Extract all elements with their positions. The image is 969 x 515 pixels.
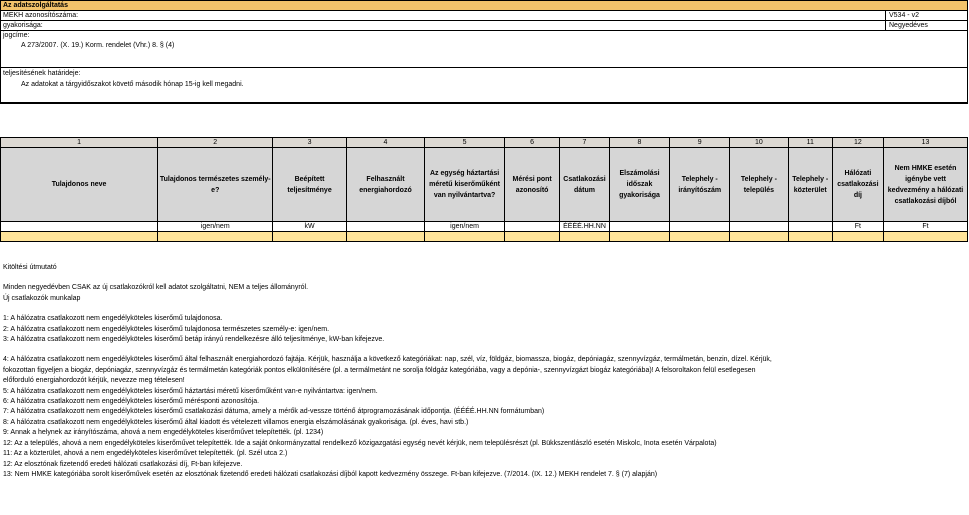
unit-cell: ÉÉÉÉ.HH.NN (560, 222, 609, 232)
col-number: 12 (832, 138, 883, 148)
col-number: 9 (670, 138, 730, 148)
instruction-item: 9: Annak a helynek az irányítószáma, ahová a nem engedélyköteles kiserőművet telepítették. (pl. 1234) (3, 429, 324, 437)
col-number: 4 (346, 138, 425, 148)
unit-cell (609, 222, 670, 232)
instruction-item: 5: A hálózatra csatlakozott nem engedélyköteles kiserőmű háztartási méretű kiserőműként van-e nyilvántartva: igen/nem. (3, 387, 378, 395)
instruction-item: fokozottan figyeljen a biogáz, depóniagáz, szennyvízgáz és termálmetán kategóriák pontos elkülönítésére (pl. a termálmetánt ne sorolja földgáz kategóriába, vagy a depónia-, szennyvízgázt biogáz kategóriába)! A felsoroltakon felül esetlegesen (3, 366, 756, 374)
header-site-zip: Telephely - irányítószám (670, 148, 730, 222)
header-installed-capacity: Beépített teljesítménye (273, 148, 346, 222)
info-title: Az adatszolgáltatás (1, 1, 967, 11)
header-metering-point: Mérési pont azonosító (504, 148, 560, 222)
new-connections-table (0, 137, 968, 242)
col-number: 10 (730, 138, 789, 148)
unit-cell (670, 222, 730, 232)
input-cell[interactable] (670, 232, 730, 242)
instruction-item: 12: Az a település, ahová a nem engedélyköteles kiserőművet telepítették. Ide a saját önkormányzattal rendelkező közigazgatási egység nevét kérjük, nem településrészt (pl. Bükkszentlászló esetén Miskolc, Inota esetén Várpalota) (3, 439, 717, 447)
header-owner-name: Tulajdonos neve (1, 148, 158, 222)
unit-cell (1, 222, 158, 232)
instruction-item: 13: Nem HMKE kategóriába sorolt kiserőművek esetén az elosztónak fizetendő eredeti hálózati csatlakozási díjból kapott kedvezmény összege. Ft-ban kifejezve. (7/2014. (IX. 12.) MEKH rendelet 7. § (7) alapján) (3, 470, 658, 478)
fill-instructions (3, 263, 963, 480)
data-provision-info-box (0, 0, 968, 104)
col-number: 1 (1, 138, 158, 148)
header-natural-person: Tulajdonos természetes személy-e? (158, 148, 273, 222)
unit-row (1, 222, 968, 232)
input-cell[interactable] (346, 232, 425, 242)
col-number: 2 (158, 138, 273, 148)
instructions-title: Kitöltési útmutató (3, 264, 57, 271)
instruction-item: 12: Az elosztónak fizetendő eredeti hálózati csatlakozási díj, Ft-ban kifejezve. (3, 460, 243, 468)
instruction-item: 6: A hálózatra csatlakozott nem engedélyköteles kiserőmű mérésponti azonosítója. (3, 398, 260, 406)
header-settlement-frequency: Elszámolási időszak gyakorisága (609, 148, 670, 222)
header-fee-discount: Nem HMKE esetén igénybe vett kedvezmény a hálózati csatlakozási díjból (884, 148, 968, 222)
deadline-label: teljesítésének határideje: (3, 70, 81, 77)
input-cell[interactable] (1, 232, 158, 242)
instruction-item: 8: A hálózatra csatlakozott nem engedélyköteles kiserőmű által kiadott és vételezett villamos energia elszámolásának gyakorisága. (pl. éves, havi stb.) (3, 418, 469, 426)
instructions-intro: Minden negyedévben CSAK az új csatlakozókról kell adatot szolgáltatni, NEM a teljes állományról. (3, 284, 309, 292)
frequency-row (1, 21, 967, 31)
legal-basis-block (1, 31, 967, 68)
unit-cell: igen/nem (158, 222, 273, 232)
mekh-id-label: MEKH azonosítószáma: (3, 12, 79, 19)
header-connection-fee: Hálózati csatlakozási díj (832, 148, 883, 222)
col-number: 11 (788, 138, 832, 148)
unit-cell (730, 222, 789, 232)
header-connection-date: Csatlakozási dátum (560, 148, 609, 222)
col-number: 7 (560, 138, 609, 148)
unit-cell (346, 222, 425, 232)
instruction-item: 2: A hálózatra csatlakozott nem engedélyköteles kiserőmű tulajdonosa természetes személy-e: igen/nem. (3, 325, 330, 333)
col-number: 8 (609, 138, 670, 148)
input-cell[interactable] (609, 232, 670, 242)
input-cell[interactable] (158, 232, 273, 242)
input-cell[interactable] (504, 232, 560, 242)
column-number-row (1, 138, 968, 148)
unit-cell (788, 222, 832, 232)
input-cell[interactable] (788, 232, 832, 242)
unit-cell: Ft (832, 222, 883, 232)
unit-cell: kW (273, 222, 346, 232)
deadline-block (1, 68, 967, 102)
col-number: 5 (425, 138, 505, 148)
instruction-item: 3: A hálózatra csatlakozott nem engedélyköteles kiserőmű betáp irányú rendelkezésre álló teljesítménye, kW-ban kifejezve. (3, 336, 385, 344)
instruction-item: 4: A hálózatra csatlakozott nem engedélyköteles kiserőmű által felhasznált energiahordozó fajtája. Kérjük, használja a következő kategóriákat: nap, szél, víz, földgáz, biomassza, biogáz, depóniagáz, szennyvízgáz, termálmetán, benzin, dízel. Kérjük, (3, 356, 772, 364)
col-number: 3 (273, 138, 346, 148)
header-site-street: Telephely - közterület (788, 148, 832, 222)
input-cell[interactable] (425, 232, 505, 242)
mekh-id-row (1, 11, 967, 21)
unit-cell: igen/nem (425, 222, 505, 232)
instructions-sheet-name: Új csatlakozók munkalap (3, 294, 81, 302)
input-cell[interactable] (832, 232, 883, 242)
header-site-town: Telephely - település (730, 148, 789, 222)
input-cell[interactable] (560, 232, 609, 242)
unit-cell: Ft (884, 222, 968, 232)
col-number: 6 (504, 138, 560, 148)
input-cell[interactable] (884, 232, 968, 242)
instruction-item: 1: A hálózatra csatlakozott nem engedélyköteles kiserőmű tulajdonosa. (3, 315, 223, 323)
header-hmke-registered: Az egység háztartási méretű kiserőműként van nyilvántartva? (425, 148, 505, 222)
input-cell[interactable] (273, 232, 346, 242)
instruction-item: 11: Az a közterület, ahová a nem engedélyköteles kiserőművet telepítették. (pl. Szél utca 2.) (3, 450, 288, 458)
unit-cell (504, 222, 560, 232)
frequency-label: gyakorisága: (3, 22, 43, 29)
header-energy-source: Felhasznált energiahordozó (346, 148, 425, 222)
input-row (1, 232, 968, 242)
legal-basis-label: jogcíme: (3, 32, 30, 39)
column-header-row (1, 148, 968, 222)
instruction-item: 7: A hálózatra csatlakozott nem engedélyköteles kiserőmű csatlakozási dátuma, amely a mérők ad-vessze történő átprogramozásának időpontja. (ÉÉÉÉ.HH.NN formátumban) (3, 408, 545, 416)
legal-basis-value: A 273/2007. (X. 19.) Korm. rendelet (Vhr.) 8. § (4) (21, 42, 175, 49)
frequency-value[interactable]: Negyedéves (885, 21, 967, 30)
mekh-id-value[interactable]: V534 - v2 (885, 11, 967, 20)
deadline-value: Az adatokat a tárgyidőszakot követő második hónap 15-ig kell megadni. (21, 81, 244, 88)
col-number: 13 (884, 138, 968, 148)
instruction-item: előforduló energiahordozót kérjük, nevezze meg tételesen! (3, 377, 185, 385)
input-cell[interactable] (730, 232, 789, 242)
